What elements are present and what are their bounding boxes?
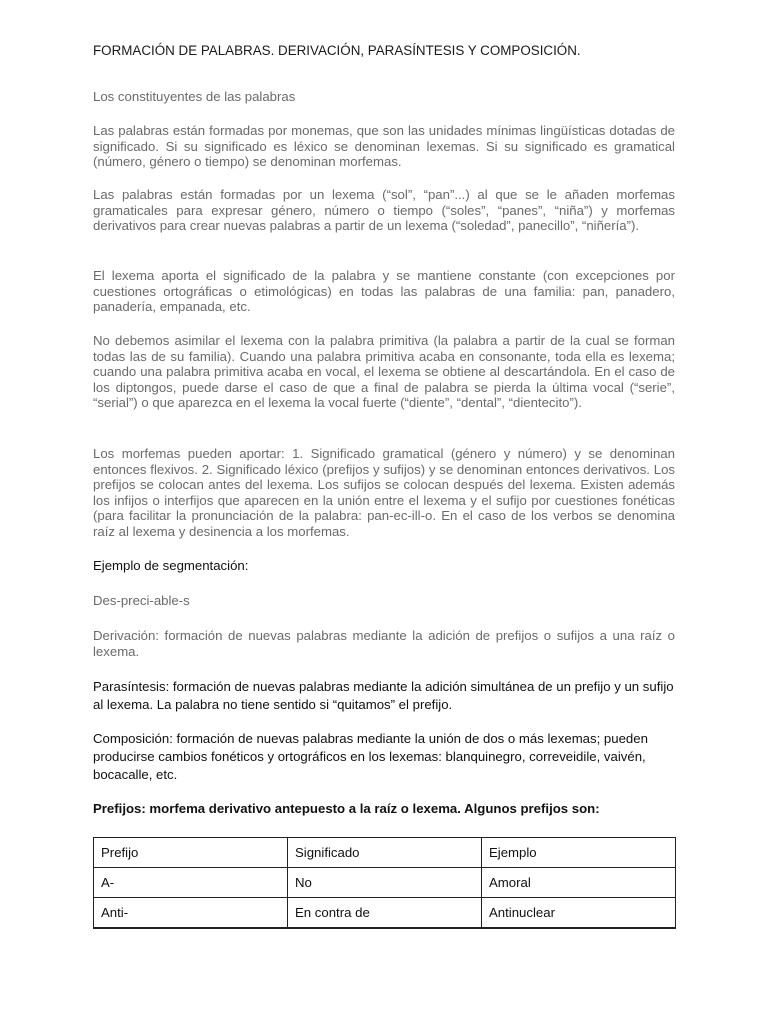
table-cell: Amoral: [482, 868, 676, 898]
paragraph-morfemas: Los morfemas pueden aportar: 1. Significado gramatical (género y número) y se denominan entonces flexivos. 2. Significado léxico (prefijos y sufijos) y se denominan entonces derivativos. Los prefijos se colocan antes del lexema. Los sufijos se colocan después del lexema. Existen además los infijos o interfijos que aparecen en la unión entre el lexema y el sufijo por cuestiones fonéticas (para facilitar la pronunciación de la palabra: pan-ec-ill-o. En el caso de los verbos se denomina raíz al lexema y desinencia a los morfemas.: [93, 446, 675, 539]
definition-derivacion: Derivación: formación de nuevas palabras mediante la adición de prefijos o sufijos a una raíz o lexema.: [93, 628, 675, 659]
table-header-cell: Prefijo: [94, 838, 288, 868]
page-title: FORMACIÓN DE PALABRAS. DERIVACIÓN, PARASÍNTESIS Y COMPOSICIÓN.: [93, 43, 581, 58]
table-cell: No: [288, 868, 482, 898]
definition-composicion: Composición: formación de nuevas palabras mediante la unión de dos o más lexemas; pueden producirse cambios fonéticos y ortográficos en los lexemas: blanquinegro, correveidile, vaivén, bocacalle, etc.: [93, 731, 648, 782]
table-cell: Antinuclear: [482, 898, 676, 929]
example-word: Des-preci-able-s: [93, 593, 190, 608]
table-header-cell: Ejemplo: [482, 838, 676, 868]
prefixes-table: [93, 837, 676, 929]
table-header-cell: Significado: [288, 838, 482, 868]
paragraph-monemas: Las palabras están formadas por monemas, que son las unidades mínimas lingüísticas dotadas de significado. Si su significado es léxico se denominan lexemas. Si su significado es gramatical (número, género o tiempo) se denominan morfemas.: [93, 123, 675, 170]
table-row: [94, 898, 676, 929]
table-cell: En contra de: [288, 898, 482, 929]
paragraph-lexema-morfemas: Las palabras están formadas por un lexema (“sol”, “pan”...) al que se le añaden morfemas gramaticales para expresar género, número o tiempo (“soles”, “panes”, “niña”) y morfemas derivativos para crear nuevas palabras a partir de un lexema (“soledad”, panecillo”, “niñería”).: [93, 187, 675, 234]
table-header-row: [94, 838, 676, 868]
paragraph-palabra-primitiva: No debemos asimilar el lexema con la palabra primitiva (la palabra a partir de la cual se forman todas las de su familia). Cuando una palabra primitiva acaba en consonante, toda ella es lexema; cuando una palabra primitiva acaba en vocal, el lexema se obtiene al descartándola. En el caso de los diptongos, puede darse el caso de que a final de palabra se pierda la última vocal (“serie”, “serial”) o que aparezca en el lexema la vocal fuerte (“diente”, “dental”, “dientecito”).: [93, 333, 675, 411]
table-row: [94, 868, 676, 898]
definition-parasintesis: Parasíntesis: formación de nuevas palabras mediante la adición simultánea de un prefijo y un sufijo al lexema. La palabra no tiene sentido si “quitamos” el prefijo.: [93, 679, 674, 712]
table-cell: A-: [94, 868, 288, 898]
table-cell: Anti-: [94, 898, 288, 929]
prefijos-heading: Prefijos: morfema derivativo antepuesto a la raíz o lexema. Algunos prefijos son:: [93, 801, 600, 816]
section-subtitle: Los constituyentes de las palabras: [93, 89, 296, 104]
paragraph-lexema-significado: El lexema aporta el significado de la palabra y se mantiene constante (con excepciones por cuestiones ortográficas o etimológicas) en todas las palabras de una familia: pan, panadero, panadería, empanada, etc.: [93, 268, 675, 315]
example-heading: Ejemplo de segmentación:: [93, 558, 249, 573]
